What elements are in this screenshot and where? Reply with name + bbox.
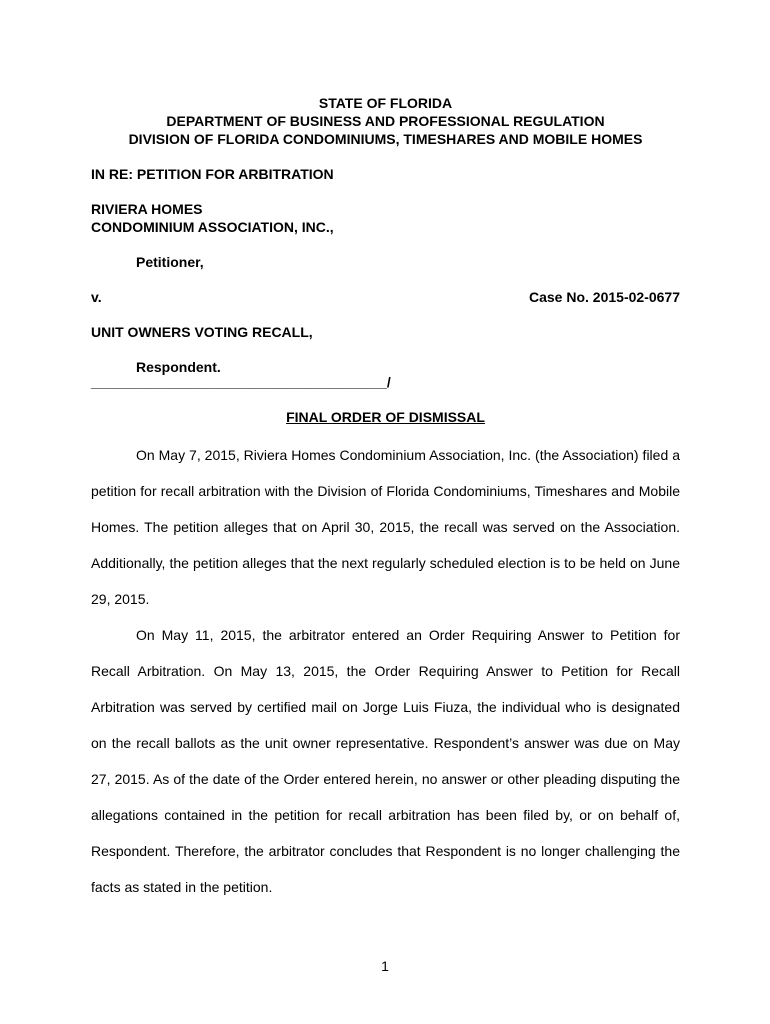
petitioner-name xyxy=(91,200,680,236)
order-title: FINAL ORDER OF DISMISSAL xyxy=(286,409,485,425)
paragraph-1: On May 7, 2015, Riviera Homes Condominium Association, Inc. (the Association) filed a petition for recall arbitration with the Division of Florida Condominiums, Timeshares and Mobile Homes. The petition alleges that on April 30, 2015, the recall was served on the Association. Additionally, the petition alleges that the next regularly scheduled election is to be held on June 29, 2015. xyxy=(91,447,680,607)
order-body xyxy=(91,437,680,905)
agency-header xyxy=(91,94,680,148)
respondent-role: Respondent. xyxy=(136,359,221,375)
caption-signature-line: ______________________________________/ xyxy=(91,374,391,390)
petitioner-name-line-1: RIVIERA HOMES xyxy=(91,201,203,217)
paragraph-2: On May 11, 2015, the arbitrator entered an Order Requiring Answer to Petition for Recall Arbitration. On May 13, 2015, the Order Requiring Answer to Petition for Recall Arbitration was served by certified mail on Jorge Luis Fiuza, the individual who is designated on the recall ballots as the unit owner representative. Respondent’s answer was due on May 27, 2015. As of the date of the Order entered herein, no answer or other pleading disputing the allegations contained in the petition for recall arbitration has been filed by, or on behalf of, Respondent. Therefore, the arbitrator concludes that Respondent is no longer challenging the facts as stated in the petition. xyxy=(91,627,680,895)
header-line-department: DEPARTMENT OF BUSINESS AND PROFESSIONAL REGULATION xyxy=(166,113,605,129)
header-line-division: DIVISION OF FLORIDA CONDOMINIUMS, TIMESHARES AND MOBILE HOMES xyxy=(128,131,643,147)
petitioner-name-line-2: CONDOMINIUM ASSOCIATION, INC., xyxy=(91,219,334,235)
header-line-state: STATE OF FLORIDA xyxy=(318,95,453,111)
page-number: 1 xyxy=(381,958,389,974)
respondent-name: UNIT OWNERS VOTING RECALL, xyxy=(91,324,313,340)
in-re-line: IN RE: PETITION FOR ARBITRATION xyxy=(91,166,334,182)
versus-row xyxy=(91,288,680,306)
case-number: Case No. 2015-02-0677 xyxy=(529,289,680,305)
petitioner-role: Petitioner, xyxy=(136,254,204,270)
versus-label: v. xyxy=(91,289,102,305)
